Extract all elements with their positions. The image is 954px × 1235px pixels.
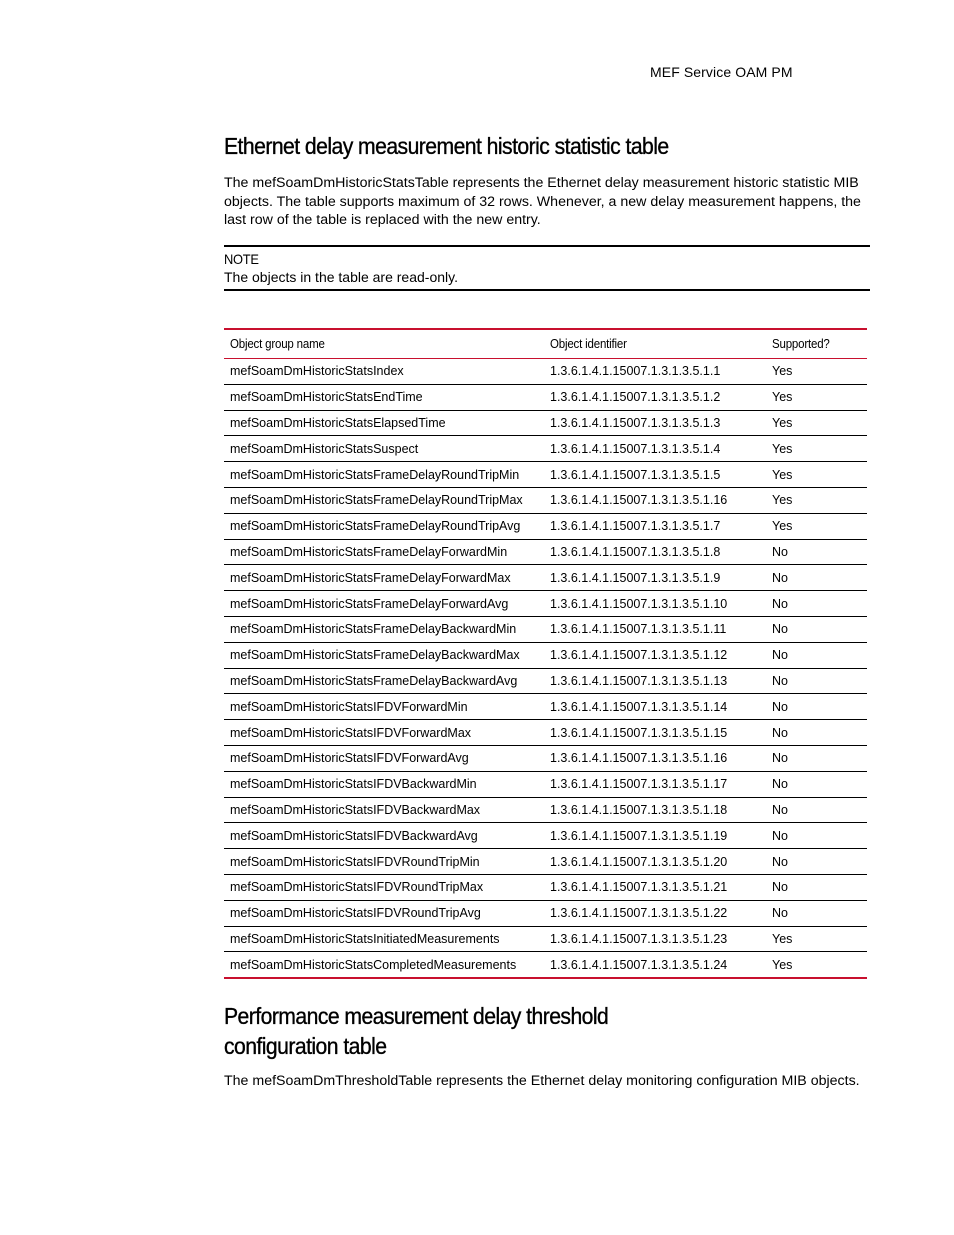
cell-object-identifier: 1.3.6.1.4.1.15007.1.3.1.3.5.1.14 xyxy=(544,694,766,720)
cell-object-identifier: 1.3.6.1.4.1.15007.1.3.1.3.5.1.5 xyxy=(544,462,766,488)
cell-object-group-name: mefSoamDmHistoricStatsIFDVBackwardAvg xyxy=(224,823,544,849)
cell-object-group-name: mefSoamDmHistoricStatsFrameDelayRoundTripAvg xyxy=(224,513,544,539)
table-row xyxy=(224,565,867,591)
cell-object-identifier: 1.3.6.1.4.1.15007.1.3.1.3.5.1.3 xyxy=(544,410,766,436)
cell-object-identifier: 1.3.6.1.4.1.15007.1.3.1.3.5.1.2 xyxy=(544,384,766,410)
cell-supported: Yes xyxy=(766,513,867,539)
table-row xyxy=(224,591,867,617)
cell-supported: Yes xyxy=(766,436,867,462)
cell-object-identifier: 1.3.6.1.4.1.15007.1.3.1.3.5.1.16 xyxy=(544,745,766,771)
cell-object-group-name: mefSoamDmHistoricStatsElapsedTime xyxy=(224,410,544,436)
cell-supported: No xyxy=(766,874,867,900)
section-title-line-1: Performance measurement delay threshold xyxy=(224,1003,609,1029)
cell-object-group-name: mefSoamDmHistoricStatsFrameDelayBackwardMax xyxy=(224,642,544,668)
cell-object-group-name: mefSoamDmHistoricStatsFrameDelayBackwardAvg xyxy=(224,668,544,694)
cell-object-group-name: mefSoamDmHistoricStatsFrameDelayRoundTripMax xyxy=(224,487,544,513)
cell-object-identifier: 1.3.6.1.4.1.15007.1.3.1.3.5.1.18 xyxy=(544,797,766,823)
cell-object-identifier: 1.3.6.1.4.1.15007.1.3.1.3.5.1.1 xyxy=(550,364,721,379)
cell-object-group-name: mefSoamDmHistoricStatsFrameDelayForwardMax xyxy=(224,565,544,591)
cell-object-identifier: 1.3.6.1.4.1.15007.1.3.1.3.5.1.24 xyxy=(544,952,766,978)
column-header-object-identifier: Object identifier xyxy=(544,329,766,359)
section-paragraph-2: The mefSoamDmThresholdTable represents the Ethernet delay monitoring configuration MIB objects. xyxy=(224,1073,860,1089)
section-title: Ethernet delay measurement historic statistic table xyxy=(224,133,669,159)
cell-object-identifier: 1.3.6.1.4.1.15007.1.3.1.3.5.1.21 xyxy=(544,874,766,900)
cell-object-identifier: 1.3.6.1.4.1.15007.1.3.1.3.5.1.7 xyxy=(544,513,766,539)
cell-supported: Yes xyxy=(766,462,867,488)
cell-supported: No xyxy=(766,642,867,668)
cell-object-identifier: 1.3.6.1.4.1.15007.1.3.1.3.5.1.13 xyxy=(544,668,766,694)
cell-object-group-name: mefSoamDmHistoricStatsIFDVForwardAvg xyxy=(224,745,544,771)
table-row xyxy=(224,539,867,565)
cell-object-identifier: 1.3.6.1.4.1.15007.1.3.1.3.5.1.16 xyxy=(544,487,766,513)
cell-supported: No xyxy=(766,900,867,926)
table-row xyxy=(224,797,867,823)
table-row xyxy=(224,462,867,488)
cell-supported: No xyxy=(766,565,867,591)
cell-object-group-name: mefSoamDmHistoricStatsIFDVRoundTripMax xyxy=(224,874,544,900)
cell-object-identifier: 1.3.6.1.4.1.15007.1.3.1.3.5.1.23 xyxy=(544,926,766,952)
cell-object-group-name: mefSoamDmHistoricStatsFrameDelayRoundTripMin xyxy=(224,462,544,488)
cell-object-group-name: mefSoamDmHistoricStatsFrameDelayForwardAvg xyxy=(224,591,544,617)
cell-supported: Yes xyxy=(766,487,867,513)
cell-supported: No xyxy=(766,771,867,797)
table-body xyxy=(224,359,867,979)
table-row xyxy=(224,668,867,694)
cell-object-group-name: mefSoamDmHistoricStatsIFDVBackwardMin xyxy=(224,771,544,797)
table-row xyxy=(224,359,867,385)
cell-supported: Yes xyxy=(772,364,793,379)
cell-object-identifier: 1.3.6.1.4.1.15007.1.3.1.3.5.1.12 xyxy=(544,642,766,668)
table-row xyxy=(224,513,867,539)
column-header-object-group-name: Object group name xyxy=(224,329,544,359)
table-row xyxy=(224,823,867,849)
cell-supported: No xyxy=(766,539,867,565)
table-row xyxy=(224,771,867,797)
cell-object-group-name: mefSoamDmHistoricStatsIFDVBackwardMax xyxy=(224,797,544,823)
cell-supported: No xyxy=(766,616,867,642)
table-row xyxy=(224,487,867,513)
cell-supported: No xyxy=(766,591,867,617)
table-row xyxy=(224,694,867,720)
cell-object-identifier: 1.3.6.1.4.1.15007.1.3.1.3.5.1.20 xyxy=(544,849,766,875)
table-row xyxy=(224,900,867,926)
cell-object-group-name: mefSoamDmHistoricStatsIndex xyxy=(230,364,404,379)
cell-object-group-name: mefSoamDmHistoricStatsIFDVForwardMax xyxy=(224,720,544,746)
note-box xyxy=(224,245,870,291)
table-row xyxy=(224,720,867,746)
cell-supported: Yes xyxy=(766,952,867,978)
cell-supported: Yes xyxy=(766,410,867,436)
table-row xyxy=(224,642,867,668)
cell-object-identifier: 1.3.6.1.4.1.15007.1.3.1.3.5.1.15 xyxy=(544,720,766,746)
table-row xyxy=(224,926,867,952)
cell-supported: No xyxy=(766,694,867,720)
section-paragraph: The mefSoamDmHistoricStatsTable represents the Ethernet delay measurement historic statistic MIB objects. The table supports maximum of 32 rows. Whenever, a new delay measurement happens, the last row of the table is replaced with the new entry. xyxy=(224,175,861,229)
cell-supported: No xyxy=(766,720,867,746)
table-row xyxy=(224,436,867,462)
cell-object-identifier: 1.3.6.1.4.1.15007.1.3.1.3.5.1.9 xyxy=(544,565,766,591)
mib-object-table xyxy=(224,328,867,979)
cell-object-group-name: mefSoamDmHistoricStatsIFDVRoundTripMin xyxy=(224,849,544,875)
cell-object-group-name: mefSoamDmHistoricStatsFrameDelayForwardMin xyxy=(224,539,544,565)
cell-supported: No xyxy=(766,823,867,849)
cell-object-group-name: mefSoamDmHistoricStatsFrameDelayBackwardMin xyxy=(224,616,544,642)
section-title-2 xyxy=(224,1001,684,1061)
cell-supported: No xyxy=(766,745,867,771)
table-row xyxy=(224,849,867,875)
cell-object-identifier: 1.3.6.1.4.1.15007.1.3.1.3.5.1.19 xyxy=(544,823,766,849)
table-row xyxy=(224,616,867,642)
cell-object-group-name: mefSoamDmHistoricStatsCompletedMeasurements xyxy=(224,952,544,978)
cell-supported: Yes xyxy=(766,384,867,410)
cell-object-identifier: 1.3.6.1.4.1.15007.1.3.1.3.5.1.10 xyxy=(544,591,766,617)
cell-supported: No xyxy=(766,668,867,694)
table-row xyxy=(224,745,867,771)
cell-object-group-name: mefSoamDmHistoricStatsIFDVRoundTripAvg xyxy=(224,900,544,926)
section-title-line-2: configuration table xyxy=(224,1033,387,1059)
column-header-supported: Supported? xyxy=(766,329,867,359)
running-header: MEF Service OAM PM xyxy=(650,64,793,80)
cell-object-group-name: mefSoamDmHistoricStatsEndTime xyxy=(224,384,544,410)
cell-object-identifier: 1.3.6.1.4.1.15007.1.3.1.3.5.1.11 xyxy=(544,616,766,642)
cell-object-group-name: mefSoamDmHistoricStatsInitiatedMeasurements xyxy=(224,926,544,952)
table-header-row xyxy=(224,329,867,359)
cell-supported: Yes xyxy=(766,926,867,952)
table-row xyxy=(224,384,867,410)
cell-object-identifier: 1.3.6.1.4.1.15007.1.3.1.3.5.1.17 xyxy=(544,771,766,797)
cell-supported: No xyxy=(766,797,867,823)
cell-object-identifier: 1.3.6.1.4.1.15007.1.3.1.3.5.1.8 xyxy=(544,539,766,565)
cell-object-group-name: mefSoamDmHistoricStatsIFDVForwardMin xyxy=(224,694,544,720)
cell-supported: No xyxy=(766,849,867,875)
note-text: The objects in the table are read-only. xyxy=(224,269,458,285)
cell-object-identifier: 1.3.6.1.4.1.15007.1.3.1.3.5.1.22 xyxy=(544,900,766,926)
table-row xyxy=(224,410,867,436)
note-label: NOTE xyxy=(224,251,259,267)
cell-object-identifier: 1.3.6.1.4.1.15007.1.3.1.3.5.1.4 xyxy=(544,436,766,462)
table-row xyxy=(224,952,867,978)
cell-object-group-name: mefSoamDmHistoricStatsSuspect xyxy=(224,436,544,462)
table-row xyxy=(224,874,867,900)
